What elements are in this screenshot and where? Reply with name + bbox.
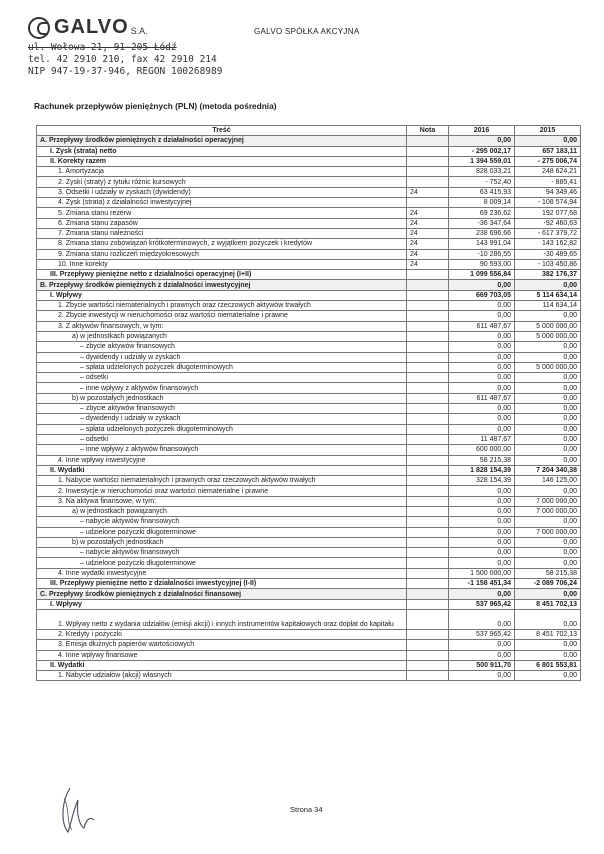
table-row <box>37 342 581 352</box>
row-label: – dywidendy i udziały w zyskach <box>37 414 407 424</box>
table-row <box>37 280 581 290</box>
row-value-2016: - 295 002,17 <box>449 146 515 156</box>
row-value-2015: 0,00 <box>515 434 581 444</box>
row-value-2015: 0,00 <box>515 445 581 455</box>
row-value-2016: 0,00 <box>449 558 515 568</box>
row-label: – nabycie aktywów finansowych <box>37 517 407 527</box>
table-row <box>37 362 581 372</box>
row-value-2016: 0,00 <box>449 650 515 660</box>
row-value-2016: - 752,40 <box>449 177 515 187</box>
row-nota <box>407 383 449 393</box>
page-number: Strona 34 <box>290 805 323 814</box>
table-row <box>37 187 581 197</box>
row-label: 1. Zbycie wartości niematerialnych i prawnych oraz rzeczowych aktywów trwałych <box>37 301 407 311</box>
row-value-2016: 143 991,04 <box>449 239 515 249</box>
row-nota <box>407 609 449 629</box>
row-value-2015: 7 204 340,38 <box>515 465 581 475</box>
row-label: 3. Na aktywa finansowe, w tym: <box>37 496 407 506</box>
row-label: 2. Zyski (straty) z tytułu różnic kursowych <box>37 177 407 187</box>
row-value-2015: -92 460,63 <box>515 218 581 228</box>
row-value-2015: 5 000 000,00 <box>515 321 581 331</box>
row-value-2015: 0,00 <box>515 558 581 568</box>
row-value-2016: 0,00 <box>449 136 515 146</box>
row-value-2015: 0,00 <box>515 671 581 681</box>
row-value-2015: 58 215,38 <box>515 568 581 578</box>
row-value-2015: 7 000 000,00 <box>515 506 581 516</box>
table-row <box>37 208 581 218</box>
row-label: 2. Inwestycje w nieruchomości oraz wartości niematerialne i prawne <box>37 486 407 496</box>
row-nota <box>407 352 449 362</box>
row-nota <box>407 589 449 599</box>
row-value-2016: 1 500 000,00 <box>449 568 515 578</box>
row-value-2015: 0,00 <box>515 424 581 434</box>
row-value-2016: 0,00 <box>449 301 515 311</box>
row-label: C. Przepływy środków pieniężnych z działalności finansowej <box>37 589 407 599</box>
logo-icon <box>28 17 50 39</box>
table-row <box>37 352 581 362</box>
row-nota <box>407 671 449 681</box>
row-label: b) w pozostałych jednostkach <box>37 393 407 403</box>
row-label: – dywidendy i udziały w zyskach <box>37 352 407 362</box>
table-row <box>37 311 581 321</box>
table-row <box>37 321 581 331</box>
row-value-2015: 8 451 702,13 <box>515 629 581 639</box>
row-value-2016: 0,00 <box>449 414 515 424</box>
row-value-2016: 328 154,39 <box>449 476 515 486</box>
row-value-2015: 146 125,00 <box>515 476 581 486</box>
row-value-2015: - 103 450,86 <box>515 259 581 269</box>
row-nota <box>407 362 449 372</box>
row-value-2016: 0,00 <box>449 506 515 516</box>
row-value-2015: 0,00 <box>515 383 581 393</box>
row-value-2016: 0,00 <box>449 517 515 527</box>
row-label: 3. Z aktywów finansowych, w tym: <box>37 321 407 331</box>
row-value-2015: 0,00 <box>515 393 581 403</box>
row-value-2016: -1 158 451,34 <box>449 579 515 589</box>
row-label: 6. Zmiana stanu zapasów <box>37 218 407 228</box>
row-value-2015: 114 634,14 <box>515 301 581 311</box>
row-value-2016: 669 703,05 <box>449 290 515 300</box>
row-label: 9. Zmiana stanu rozliczeń międzyokresowych <box>37 249 407 259</box>
table-row <box>37 640 581 650</box>
table-row <box>37 301 581 311</box>
row-label: – spłata udzielonych pożyczek długoterminowych <box>37 424 407 434</box>
row-value-2016: 69 236,62 <box>449 208 515 218</box>
row-label: 5. Zmiana stanu rezerw <box>37 208 407 218</box>
row-value-2016: 0,00 <box>449 640 515 650</box>
row-value-2016: 238 696,66 <box>449 228 515 238</box>
row-value-2015: 0,00 <box>515 352 581 362</box>
row-nota <box>407 445 449 455</box>
row-value-2016: 0,00 <box>449 311 515 321</box>
row-value-2016: 0,00 <box>449 486 515 496</box>
row-value-2016: 600 000,00 <box>449 445 515 455</box>
table-header-row <box>37 126 581 136</box>
row-nota <box>407 527 449 537</box>
row-label: 8. Zmiana stanu zobowiązań krótkoterminowych, z wyjątkiem pożyczek i kredytów <box>37 239 407 249</box>
table-row <box>37 270 581 280</box>
table-row <box>37 167 581 177</box>
row-label: III. Przepływy pieniężne netto z działalności inwestycyjnej (I-II) <box>37 579 407 589</box>
row-label: III. Przepływy pieniężne netto z działalności operacyjnej (I+II) <box>37 270 407 280</box>
row-nota <box>407 301 449 311</box>
row-value-2015: 143 162,82 <box>515 239 581 249</box>
table-row <box>37 404 581 414</box>
table-row <box>37 599 581 609</box>
row-label: – inne wpływy z aktywów finansowych <box>37 445 407 455</box>
row-label: 3. Odsetki i udziały w zyskach (dywidendy) <box>37 187 407 197</box>
row-nota <box>407 280 449 290</box>
row-value-2016: 8 009,14 <box>449 198 515 208</box>
row-value-2015: 8 451 702,13 <box>515 599 581 609</box>
cash-flow-table <box>36 125 581 681</box>
table-row <box>37 548 581 558</box>
row-value-2015: 0,00 <box>515 404 581 414</box>
row-nota <box>407 599 449 609</box>
row-value-2016: 0,00 <box>449 548 515 558</box>
company-logo <box>28 16 148 39</box>
table-body <box>37 136 581 681</box>
row-value-2015: 94 349,46 <box>515 187 581 197</box>
stamp-phone: tel. 42 2910 210, fax 42 2910 214 <box>28 54 217 65</box>
table-row <box>37 527 581 537</box>
row-value-2016: 611 487,67 <box>449 393 515 403</box>
row-nota <box>407 660 449 670</box>
statement-title: Rachunek przepływów pieniężnych (PLN) (metoda pośrednia) <box>34 101 277 111</box>
row-nota <box>407 156 449 166</box>
row-value-2015: 0,00 <box>515 136 581 146</box>
row-value-2016: 0,00 <box>449 404 515 414</box>
row-value-2016: 0,00 <box>449 373 515 383</box>
row-value-2015: - 275 006,74 <box>515 156 581 166</box>
row-label: – nabycie aktywów finansowych <box>37 548 407 558</box>
row-nota <box>407 640 449 650</box>
row-value-2016: 0,00 <box>449 362 515 372</box>
table-row <box>37 218 581 228</box>
row-nota <box>407 136 449 146</box>
row-nota <box>407 568 449 578</box>
row-nota <box>407 537 449 547</box>
table-row <box>37 568 581 578</box>
row-value-2015: 657 183,11 <box>515 146 581 156</box>
table-row <box>37 445 581 455</box>
table-row <box>37 650 581 660</box>
table-row <box>37 629 581 639</box>
table-row <box>37 579 581 589</box>
row-nota <box>407 629 449 639</box>
row-label: 4. Zysk (strata) z działalności inwestycyjnej <box>37 198 407 208</box>
row-value-2016: 0,00 <box>449 383 515 393</box>
row-value-2016: 537 965,42 <box>449 599 515 609</box>
row-value-2016: 0,00 <box>449 609 515 629</box>
row-nota <box>407 290 449 300</box>
row-value-2015: 0,00 <box>515 414 581 424</box>
column-header-nota: Nota <box>407 126 449 136</box>
row-value-2015: -2 089 706,24 <box>515 579 581 589</box>
row-nota <box>407 414 449 424</box>
logo-text: GALVO <box>54 16 129 38</box>
stamp-ids: NIP 947-19-37-946, REGON 100268989 <box>28 66 223 77</box>
row-nota: 24 <box>407 218 449 228</box>
row-nota <box>407 393 449 403</box>
row-nota <box>407 311 449 321</box>
stamp-address: ul. Wołowa 21, 91-205 Łódź <box>28 42 177 53</box>
row-value-2015: 0,00 <box>515 373 581 383</box>
row-label: – odsetki <box>37 373 407 383</box>
column-header-2016: 2016 <box>449 126 515 136</box>
row-label: II. Korekty razem <box>37 156 407 166</box>
row-value-2015: - 885,41 <box>515 177 581 187</box>
table-row <box>37 589 581 599</box>
row-value-2016: 537 965,42 <box>449 629 515 639</box>
column-header-tresc: Treść <box>37 126 407 136</box>
row-label: 10. Inne korekty <box>37 259 407 269</box>
row-value-2016: 0,00 <box>449 496 515 506</box>
row-label: B. Przepływy środków pieniężnych z działalności inwestycyjnej <box>37 280 407 290</box>
row-nota <box>407 342 449 352</box>
row-value-2016: -36 347,64 <box>449 218 515 228</box>
row-label: – odsetki <box>37 434 407 444</box>
row-value-2016: 0,00 <box>449 589 515 599</box>
row-nota: 24 <box>407 239 449 249</box>
table-row <box>37 373 581 383</box>
row-nota: 24 <box>407 187 449 197</box>
table-row <box>37 486 581 496</box>
document-header <box>28 16 588 86</box>
row-nota <box>407 167 449 177</box>
row-value-2016: 0,00 <box>449 280 515 290</box>
row-label: I. Wpływy <box>37 290 407 300</box>
row-nota <box>407 558 449 568</box>
row-nota <box>407 548 449 558</box>
column-header-2015: 2015 <box>515 126 581 136</box>
row-label: II. Wydatki <box>37 465 407 475</box>
row-nota: 24 <box>407 208 449 218</box>
row-nota <box>407 465 449 475</box>
row-value-2015: - 108 574,94 <box>515 198 581 208</box>
row-label: I. Zysk (strata) netto <box>37 146 407 156</box>
table-row <box>37 177 581 187</box>
row-label: – zbycie aktywów finansowych <box>37 342 407 352</box>
row-value-2016: 11 487,67 <box>449 434 515 444</box>
row-value-2015: 7 000 000,00 <box>515 527 581 537</box>
row-nota <box>407 496 449 506</box>
row-value-2016: 828 033,21 <box>449 167 515 177</box>
row-value-2015: 7 000 000,00 <box>515 496 581 506</box>
row-label: I. Wpływy <box>37 599 407 609</box>
row-nota <box>407 650 449 660</box>
row-value-2016: 611 487,67 <box>449 321 515 331</box>
row-label: – udzielone pożyczki długoterminowe <box>37 558 407 568</box>
table-row <box>37 290 581 300</box>
row-value-2015: 0,00 <box>515 280 581 290</box>
row-label: 1. Nabycie wartości niematerialnych i prawnych oraz rzeczowych aktywów trwałych <box>37 476 407 486</box>
table-row <box>37 249 581 259</box>
table-row <box>37 393 581 403</box>
table-row <box>37 671 581 681</box>
row-nota <box>407 321 449 331</box>
row-label: A. Przepływy środków pieniężnych z działalności operacyjnej <box>37 136 407 146</box>
row-label: 1. Amortyzacja <box>37 167 407 177</box>
row-value-2016: -10 286,55 <box>449 249 515 259</box>
table-row <box>37 537 581 547</box>
row-nota <box>407 270 449 280</box>
row-value-2015: 382 176,37 <box>515 270 581 280</box>
row-nota <box>407 579 449 589</box>
row-value-2015: 0,00 <box>515 609 581 629</box>
row-value-2015: 192 077,68 <box>515 208 581 218</box>
table-row <box>37 517 581 527</box>
row-value-2016: 58 215,38 <box>449 455 515 465</box>
row-value-2016: 0,00 <box>449 537 515 547</box>
row-value-2015: -30 489,65 <box>515 249 581 259</box>
row-value-2015: 0,00 <box>515 640 581 650</box>
row-nota <box>407 506 449 516</box>
table-row <box>37 259 581 269</box>
table-row <box>37 239 581 249</box>
row-value-2015: 0,00 <box>515 486 581 496</box>
table-row <box>37 496 581 506</box>
row-label: a) w jednostkach powiązanych <box>37 506 407 516</box>
row-label: a) w jednostkach powiązanych <box>37 331 407 341</box>
row-label: 4. Inne wpływy finansowe <box>37 650 407 660</box>
row-nota <box>407 517 449 527</box>
row-label: 4. Inne wydatki inwestycyjne <box>37 568 407 578</box>
row-value-2016: 63 415,93 <box>449 187 515 197</box>
table-row <box>37 558 581 568</box>
row-value-2015: - 617 379,72 <box>515 228 581 238</box>
row-nota <box>407 331 449 341</box>
logo-suffix: S.A. <box>130 25 148 36</box>
row-value-2015: 0,00 <box>515 455 581 465</box>
row-label: 1. Wpływy netto z wydania udziałów (emisji akcji) i innych instrumentów kapitałowych oraz dopłat do kapitału <box>37 609 407 629</box>
row-value-2015: 248 624,21 <box>515 167 581 177</box>
row-nota <box>407 373 449 383</box>
row-value-2016: 500 911,70 <box>449 660 515 670</box>
table-row <box>37 465 581 475</box>
row-value-2015: 0,00 <box>515 548 581 558</box>
row-value-2016: 1 828 154,39 <box>449 465 515 475</box>
row-nota <box>407 404 449 414</box>
row-value-2016: 0,00 <box>449 527 515 537</box>
handwritten-signature <box>50 780 110 840</box>
row-nota: 24 <box>407 249 449 259</box>
table-row <box>37 198 581 208</box>
row-nota <box>407 476 449 486</box>
row-label: 2. Zbycie inwestycji w nieruchomości oraz wartości niematerialne i prawne <box>37 311 407 321</box>
table-row <box>37 609 581 629</box>
row-nota: 24 <box>407 259 449 269</box>
row-value-2016: 1 394 559,01 <box>449 156 515 166</box>
row-nota <box>407 434 449 444</box>
row-label: II. Wydatki <box>37 660 407 670</box>
table-row <box>37 414 581 424</box>
table-row <box>37 506 581 516</box>
row-value-2015: 0,00 <box>515 537 581 547</box>
table-row <box>37 476 581 486</box>
row-label: b) w pozostałych jednostkach <box>37 537 407 547</box>
row-nota <box>407 486 449 496</box>
row-nota <box>407 177 449 187</box>
row-value-2016: 0,00 <box>449 352 515 362</box>
row-value-2015: 5 000 000,00 <box>515 331 581 341</box>
row-value-2016: 0,00 <box>449 331 515 341</box>
row-label: – zbycie aktywów finansowych <box>37 404 407 414</box>
table-row <box>37 156 581 166</box>
table-row <box>37 146 581 156</box>
row-label: – spłata udzielonych pożyczek długoterminowych <box>37 362 407 372</box>
row-value-2016: 0,00 <box>449 342 515 352</box>
row-value-2015: 0,00 <box>515 650 581 660</box>
table-row <box>37 136 581 146</box>
row-label: 1. Nabycie udziałów (akcji) własnych <box>37 671 407 681</box>
row-value-2015: 0,00 <box>515 311 581 321</box>
row-value-2015: 6 801 553,81 <box>515 660 581 670</box>
row-label: 3. Emisja dłużnych papierów wartościowych <box>37 640 407 650</box>
table-row <box>37 455 581 465</box>
row-value-2015: 0,00 <box>515 517 581 527</box>
row-nota: 24 <box>407 228 449 238</box>
row-value-2015: 5 114 634,14 <box>515 290 581 300</box>
row-nota <box>407 146 449 156</box>
table-row <box>37 228 581 238</box>
row-label: – udzielone pożyczki długoterminowe <box>37 527 407 537</box>
row-value-2016: 0,00 <box>449 671 515 681</box>
row-value-2016: 1 099 556,84 <box>449 270 515 280</box>
row-nota <box>407 455 449 465</box>
row-label: 2. Kredyty i pożyczki <box>37 629 407 639</box>
row-label: 4. Inne wpływy inwestycyjne <box>37 455 407 465</box>
row-value-2015: 0,00 <box>515 589 581 599</box>
table-row <box>37 424 581 434</box>
row-label: – inne wpływy z aktywów finansowych <box>37 383 407 393</box>
row-value-2016: 90 593,00 <box>449 259 515 269</box>
row-value-2015: 0,00 <box>515 342 581 352</box>
table-row <box>37 434 581 444</box>
table-row <box>37 383 581 393</box>
row-value-2016: 0,00 <box>449 424 515 434</box>
table-row <box>37 660 581 670</box>
row-nota <box>407 424 449 434</box>
row-label: 7. Zmiana stanu należności <box>37 228 407 238</box>
table-row <box>37 331 581 341</box>
company-name: GALVO SPÓŁKA AKCYJNA <box>254 27 360 36</box>
row-value-2015: 5 000 000,00 <box>515 362 581 372</box>
row-nota <box>407 198 449 208</box>
company-stamp <box>28 42 222 78</box>
